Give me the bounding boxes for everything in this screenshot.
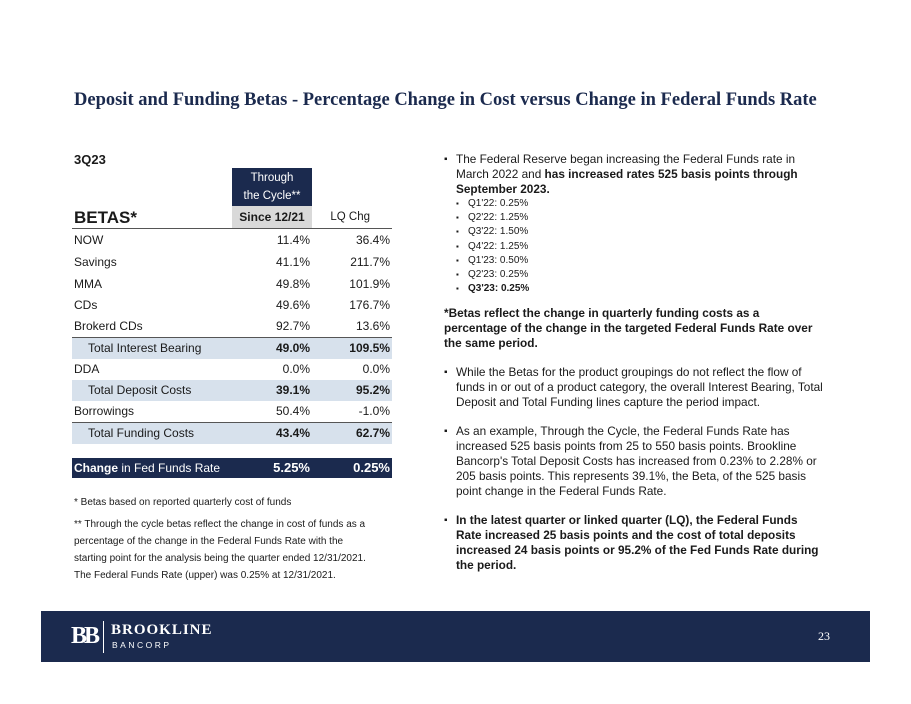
logo-divider — [103, 621, 104, 653]
bullet-fed-increase — [444, 152, 824, 296]
brookline-logo-icon: BB — [71, 623, 98, 649]
change-lq: 0.25% — [353, 460, 390, 475]
row-label: CDs — [74, 298, 98, 312]
bullet-product-groupings: ▪ While the Betas for the product groupings do not reflect the flow of funds in or out of a product category, the overall Interest Bearing, Total Deposit and Total Funding lines capture the period impact. — [444, 365, 824, 410]
row-lq: 36.4% — [355, 233, 390, 247]
bullet-example: ▪ As an example, Through the Cycle, the Federal Funds Rate has increased 525 basis points from 25 to 550 basis points. Brookline Bancorp's Total Deposit Costs has increased from 0.23% to 2.28% or 205 basis points. This represents 39.1%, the Beta, of the 525 basis point change in the Federal Funds Rate. — [444, 424, 824, 499]
row-lq: 211.7% — [350, 255, 390, 269]
row-since: 43.4% — [275, 426, 310, 440]
bullet-1-text: The Federal Reserve began increasing the Federal Funds rate in March 2022 and — [456, 152, 796, 181]
row-lq: 109.5% — [349, 341, 390, 355]
page-title: Deposit and Funding Betas - Percentage Change in Cost versus Change in Federal Funds Rate — [74, 90, 817, 110]
list-item: ▪ Q4'22: 1.25% — [456, 240, 824, 254]
row-since: 92.7% — [275, 319, 310, 333]
company-subname: BANCORP — [112, 640, 172, 650]
row-label: Brokerd CDs — [74, 319, 143, 333]
change-since: 5.25% — [273, 460, 310, 475]
change-label-bold: Change — [74, 461, 119, 475]
table-row — [72, 230, 392, 251]
period-label: 3Q23 — [74, 152, 106, 167]
row-since: 11.4% — [276, 233, 310, 247]
change-label — [74, 458, 220, 478]
list-item: ▪ Q2'22: 1.25% — [456, 211, 824, 225]
row-lq: 176.7% — [349, 298, 390, 312]
through-label-line1: Through — [250, 172, 294, 184]
row-since: 50.4% — [275, 404, 310, 418]
row-since: 49.8% — [275, 277, 310, 291]
betas-label: BETAS* — [74, 208, 137, 227]
row-label: Total Deposit Costs — [88, 383, 192, 397]
row-lq: 95.2% — [355, 383, 390, 397]
row-lq: -1.0% — [358, 404, 390, 418]
row-since: 41.1% — [275, 255, 310, 269]
betas-note: *Betas reflect the change in quarterly funding costs as a percentage of the change in the targeted Federal Funds Rate over the same period. — [444, 306, 813, 351]
footnote-2-line3: starting point for the analysis being the quarter ended 12/31/2021. — [74, 553, 366, 564]
commentary — [444, 152, 824, 573]
through-cycle-box — [232, 168, 312, 206]
footnote-2 — [74, 516, 404, 584]
change-label-rest: in Fed Funds Rate — [118, 461, 221, 475]
table-row — [72, 274, 392, 295]
fed-funds-change-row — [72, 458, 392, 478]
bullet-1-bold: has increased rates 525 basis points through September 2023. — [456, 167, 798, 196]
row-label: NOW — [74, 233, 104, 247]
page-number: 23 — [818, 629, 830, 643]
footer-bar — [41, 611, 870, 662]
footnote-2-line1: ** Through the cycle betas reflect the change in cost of funds as a — [74, 519, 366, 530]
table-row-total-funding-costs — [72, 423, 392, 444]
row-label: DDA — [74, 362, 100, 376]
row-since: 39.1% — [275, 383, 310, 397]
through-cycle-header — [232, 168, 384, 206]
list-item: ▪ Q3'22: 1.50% — [456, 225, 824, 239]
row-since: 49.0% — [275, 341, 310, 355]
list-item: ▪ Q1'23: 0.50% — [456, 254, 824, 268]
list-item: ▪ Q1'22: 0.25% — [456, 197, 824, 211]
row-label: Total Interest Bearing — [88, 341, 202, 355]
table-row-total-interest-bearing — [72, 338, 392, 359]
table-row-total-deposit-costs — [72, 380, 392, 401]
row-label: Savings — [74, 255, 117, 269]
row-lq: 0.0% — [362, 362, 390, 376]
betas-header-row — [72, 206, 392, 229]
table-row — [72, 295, 392, 316]
row-label: Total Funding Costs — [88, 426, 195, 440]
row-lq: 13.6% — [355, 319, 390, 333]
list-item-latest: ▪ Q3'23: 0.25% — [456, 282, 824, 296]
quarterly-increases-list — [456, 197, 824, 296]
table-row — [72, 359, 392, 381]
footnote-1: * Betas based on reported quarterly cost of funds — [74, 497, 292, 508]
lq-chg-header: LQ Chg — [330, 211, 370, 223]
footnote-2-line2: percentage of the change in the Federal Funds Rate with the — [74, 536, 344, 547]
through-label-line2: the Cycle** — [243, 190, 301, 202]
row-since: 0.0% — [282, 362, 310, 376]
footnote-2-line4: The Federal Funds Rate (upper) was 0.25% at 12/31/2021. — [74, 570, 336, 581]
row-label: Borrowings — [74, 404, 135, 418]
table-row — [72, 316, 392, 338]
row-since: 49.6% — [275, 298, 310, 312]
table-row — [72, 252, 392, 273]
row-label: MMA — [74, 277, 102, 291]
company-name: BROOKLINE — [111, 622, 213, 638]
row-lq: 101.9% — [349, 277, 390, 291]
row-lq: 62.7% — [355, 426, 390, 440]
since-header: Since 12/21 — [232, 206, 312, 228]
list-item: ▪ Q2'23: 0.25% — [456, 268, 824, 282]
table-row — [72, 401, 392, 423]
bullet-latest-quarter: ▪ In the latest quarter or linked quarter (LQ), the Federal Funds Rate increased 25 basis points and the cost of total deposits increased 24 basis points or 95.2% of the Fed Funds Rate during the period. — [444, 513, 824, 573]
